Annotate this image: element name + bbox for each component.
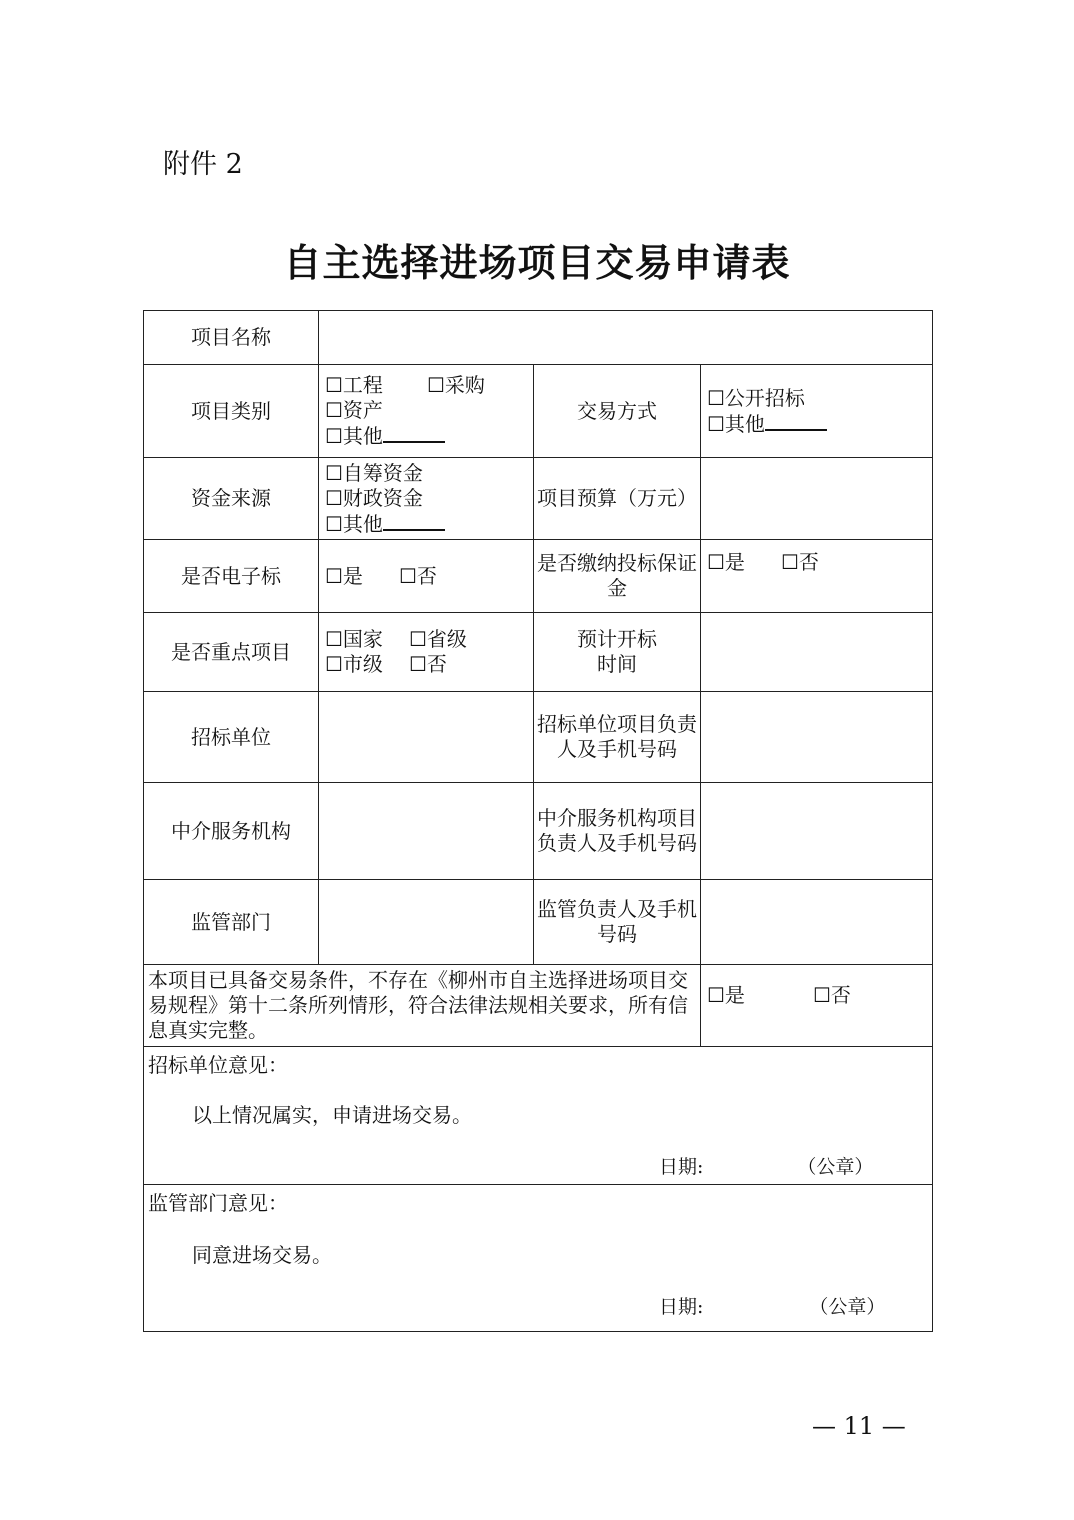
key-project-options [319, 613, 534, 692]
tenderer-label: 招标单位 [144, 692, 319, 783]
agency-contact-field[interactable] [701, 783, 933, 880]
agency-contact-label: 中介服务机构项目负责人及手机号码 [534, 783, 701, 880]
project-type-asset-checkbox[interactable]: ☐资产 [325, 398, 383, 422]
supervisor-label: 监管部门 [144, 880, 319, 965]
fund-fiscal-checkbox[interactable]: ☐财政资金 [325, 485, 423, 510]
supervisor-contact-field[interactable] [701, 880, 933, 965]
key-municipal-checkbox[interactable]: ☐市级 [325, 652, 383, 676]
deposit-no-checkbox[interactable]: ☐否 [781, 550, 819, 574]
project-type-procurement-checkbox[interactable]: ☐采购 [427, 373, 485, 397]
agency-field[interactable] [319, 783, 534, 880]
deposit-options [701, 540, 933, 613]
declaration-options [701, 965, 933, 1047]
supervisor-seal-label: （公章） [809, 1296, 886, 1318]
trade-method-options [701, 365, 933, 458]
attachment-label: 附件 2 [163, 149, 243, 180]
fund-other-blank[interactable] [383, 511, 445, 531]
deposit-yes-checkbox[interactable]: ☐是 [707, 550, 745, 574]
supervisor-contact-label: 监管负责人及手机号码 [534, 880, 701, 965]
fund-self-raised-checkbox[interactable]: ☐自筹资金 [325, 460, 423, 485]
project-type-other-blank[interactable] [383, 423, 445, 443]
trade-method-label: 交易方式 [534, 365, 701, 458]
open-time-field[interactable] [701, 613, 933, 692]
tenderer-field[interactable] [319, 692, 534, 783]
e-bid-label: 是否电子标 [144, 540, 319, 613]
supervisor-opinion-date-line [659, 1295, 885, 1320]
declaration-no-checkbox[interactable]: ☐否 [813, 983, 851, 1007]
supervisor-date-label: 日期: [659, 1296, 704, 1318]
supervisor-opinion-text: 同意进场交易。 [192, 1243, 332, 1267]
project-type-other-checkbox[interactable]: ☐其他 [325, 424, 383, 448]
trade-method-other-checkbox[interactable]: ☐其他 [707, 411, 765, 436]
declaration-yes-checkbox[interactable]: ☐是 [707, 983, 745, 1007]
tenderer-contact-field[interactable] [701, 692, 933, 783]
project-type-label: 项目类别 [144, 365, 319, 458]
declaration-text: 本项目已具备交易条件，不存在《柳州市自主选择进场项目交易规程》第十二条所列情形，符合法律法规相关要求，所有信息真实完整。 [144, 965, 701, 1047]
supervisor-opinion-label: 监管部门意见： [148, 1191, 288, 1215]
tenderer-opinion-section [144, 1047, 933, 1185]
fund-other-checkbox[interactable]: ☐其他 [325, 511, 383, 536]
e-bid-no-checkbox[interactable]: ☐否 [399, 563, 437, 588]
key-no-checkbox[interactable]: ☐否 [409, 652, 447, 676]
key-project-label: 是否重点项目 [144, 613, 319, 692]
form-title: 自主选择进场项目交易申请表 [283, 241, 791, 285]
supervisor-field[interactable] [319, 880, 534, 965]
project-name-label: 项目名称 [144, 311, 319, 365]
tenderer-opinion-text: 以上情况属实，申请进场交易。 [192, 1103, 472, 1127]
page-number: — 11 — [812, 1412, 906, 1440]
project-type-engineering-checkbox[interactable]: ☐工程 [325, 373, 383, 397]
fund-source-options [319, 458, 534, 540]
tenderer-date-label: 日期: [659, 1156, 704, 1178]
tenderer-opinion-label: 招标单位意见： [148, 1053, 288, 1077]
budget-field[interactable] [701, 458, 933, 540]
trade-method-other-blank[interactable] [765, 411, 827, 431]
trade-method-open-tender-checkbox[interactable]: ☐公开招标 [707, 385, 805, 410]
tenderer-seal-label: （公章） [797, 1156, 874, 1178]
supervisor-opinion-section [144, 1185, 933, 1332]
open-time-label-line2: 时间 [597, 652, 637, 676]
project-name-field[interactable] [319, 311, 933, 365]
key-provincial-checkbox[interactable]: ☐省级 [409, 627, 467, 651]
key-national-checkbox[interactable]: ☐国家 [325, 627, 383, 651]
fund-source-label: 资金来源 [144, 458, 319, 540]
application-form-table [143, 310, 933, 1332]
open-time-label-line1: 预计开标 [577, 627, 657, 651]
budget-label: 项目预算（万元） [534, 458, 701, 540]
tenderer-opinion-date-line [659, 1155, 873, 1180]
tenderer-contact-label: 招标单位项目负责人及手机号码 [534, 692, 701, 783]
project-type-options [319, 365, 534, 458]
agency-label: 中介服务机构 [144, 783, 319, 880]
e-bid-yes-checkbox[interactable]: ☐是 [325, 563, 363, 588]
open-time-label [534, 613, 701, 692]
e-bid-options [319, 540, 534, 613]
deposit-label: 是否缴纳投标保证金 [534, 540, 701, 613]
